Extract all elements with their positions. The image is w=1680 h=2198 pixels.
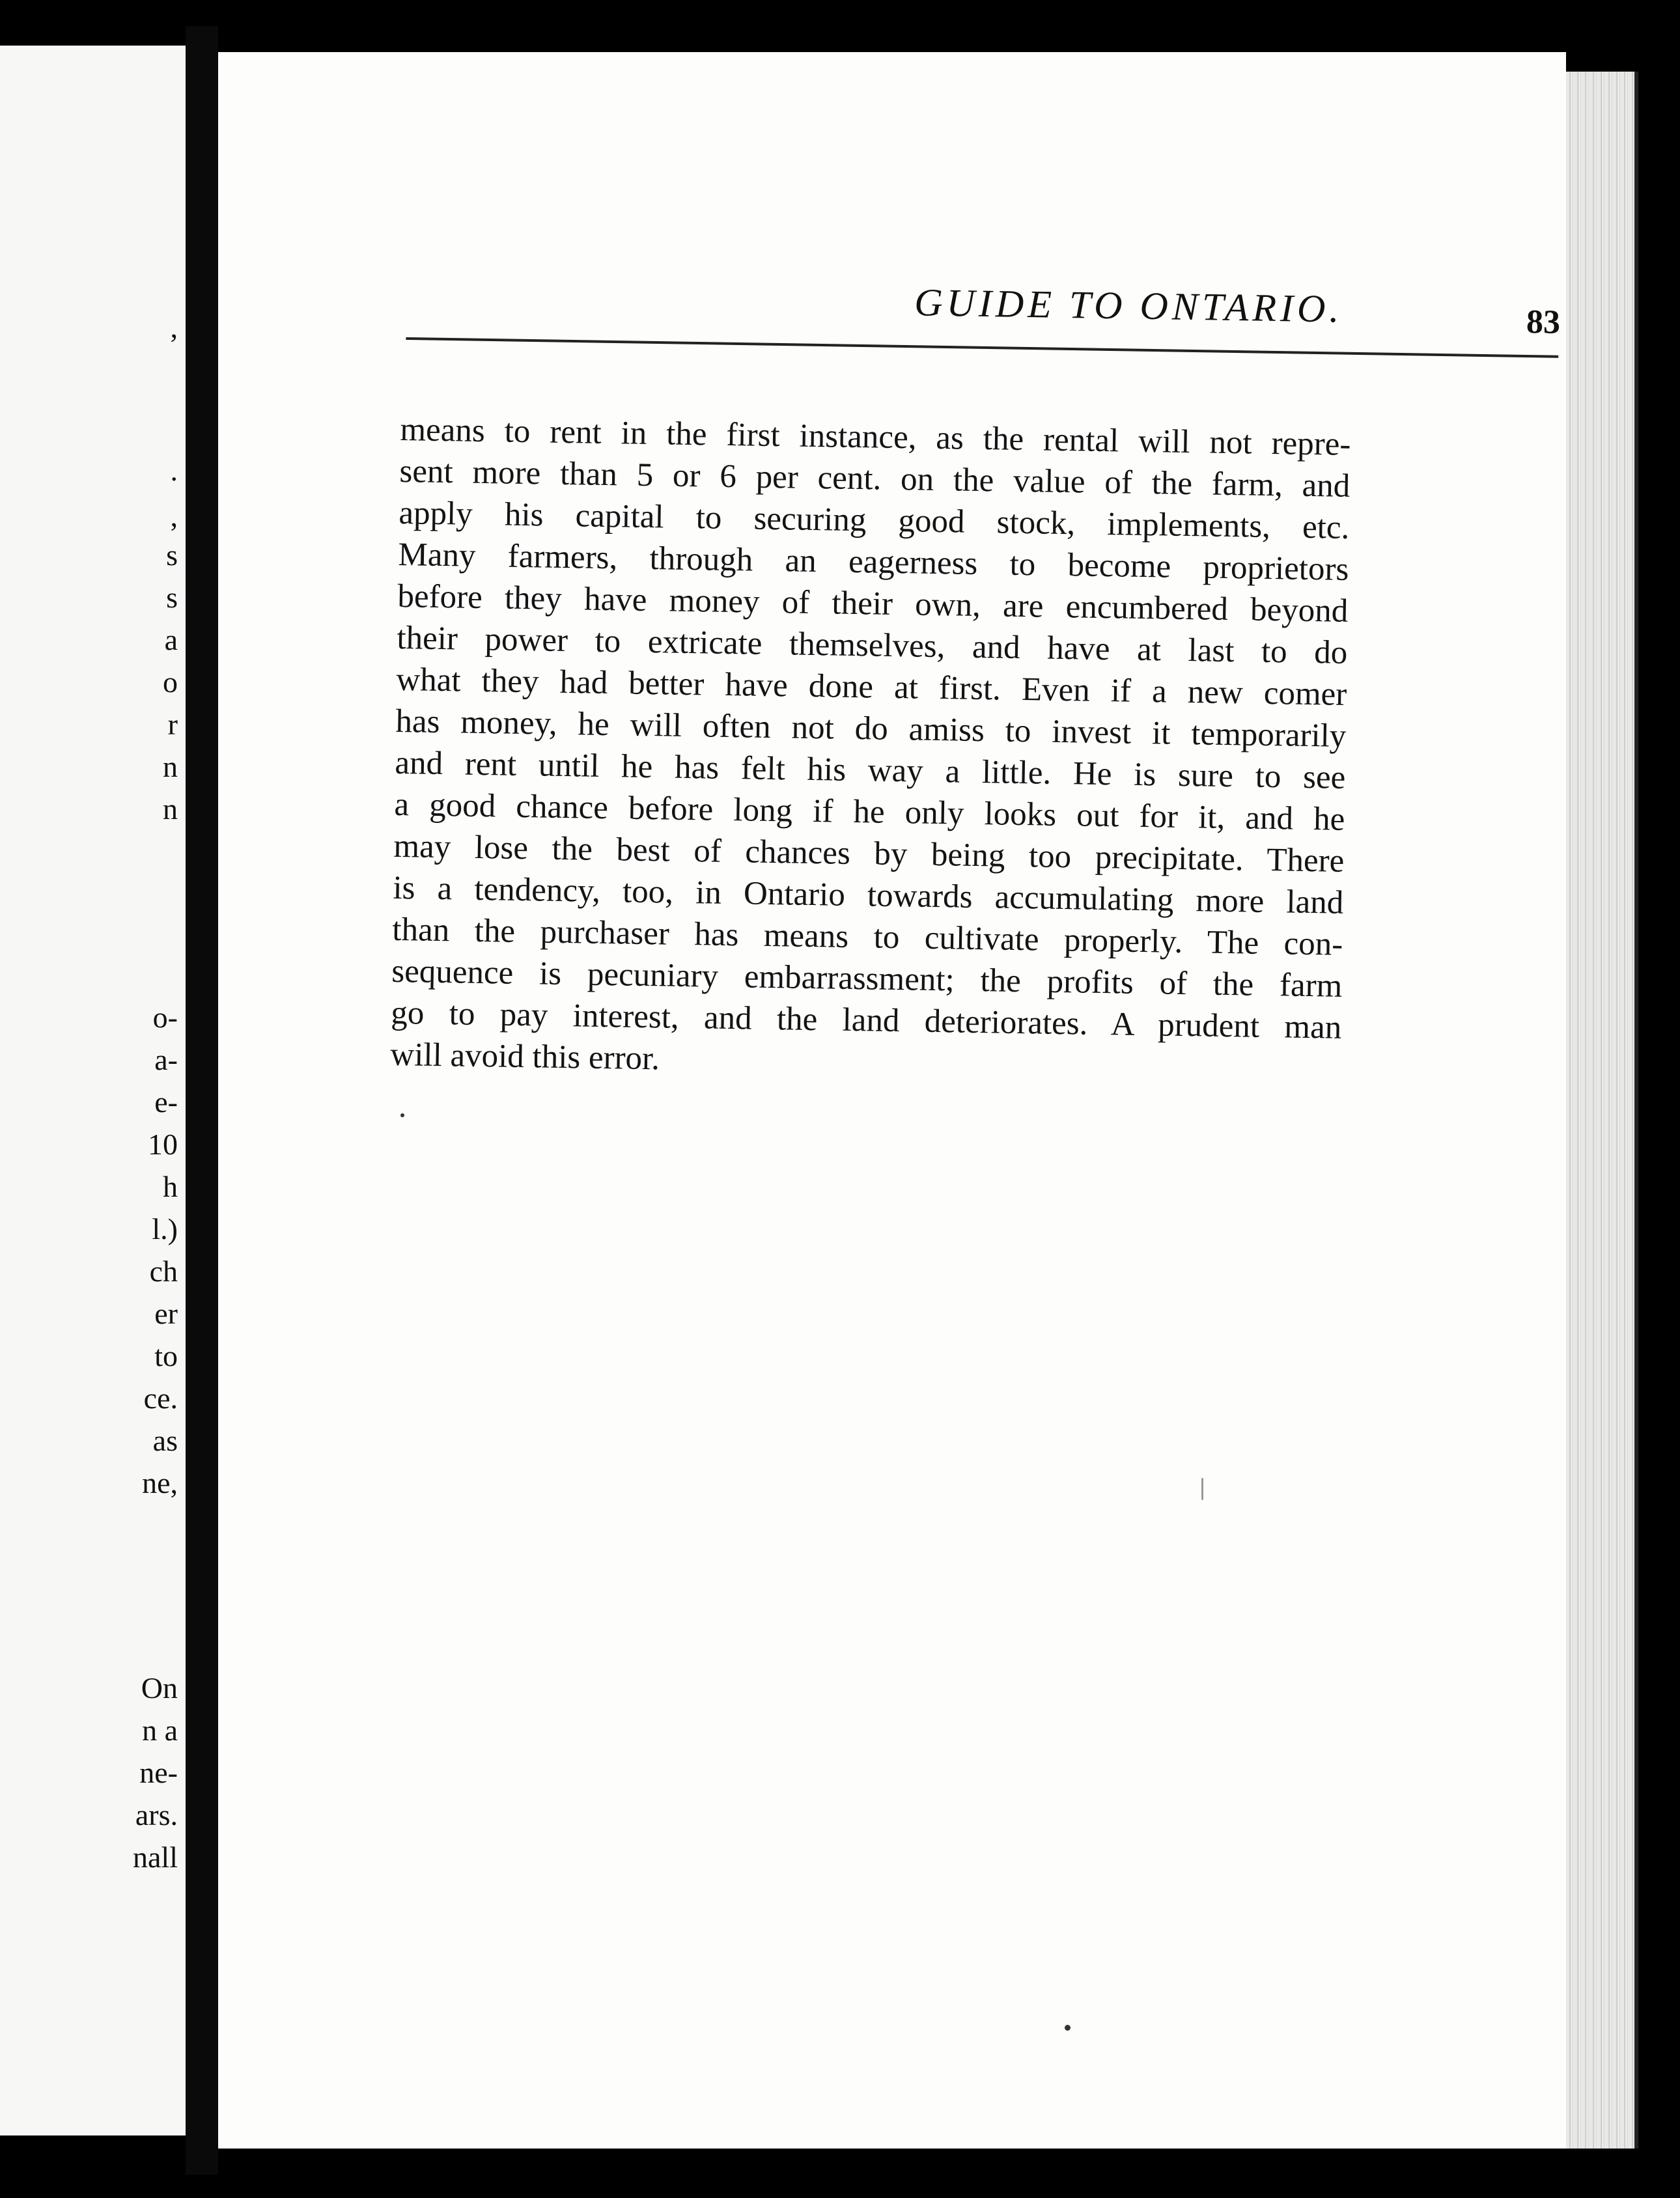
previous-page-text-fragments	[48, 46, 178, 2135]
fragment: ,	[170, 311, 178, 344]
text-line: sequence is pecuniary embarrassment; the profits of the farm	[391, 953, 1343, 1005]
book-page	[218, 52, 1566, 2149]
fragment: n	[163, 750, 178, 783]
text-line: has money, he will often not do amiss to invest it temporarily	[395, 703, 1347, 755]
fragment: ne-	[139, 1756, 178, 1789]
paper-speck	[1201, 1478, 1203, 1500]
text-line: may lose the best of chances by being too precipitate. There	[393, 828, 1345, 880]
fragment: r	[167, 708, 178, 741]
text-line: a good chance before long if he only looks out for it, and he	[394, 786, 1345, 838]
text-line: than the purchaser has means to cultivate properly. The con-	[391, 911, 1343, 963]
text-line: sent more than 5 or 6 per cent. on the value of the farm, and	[399, 452, 1351, 505]
fragment: to	[154, 1339, 178, 1372]
fragment: ars.	[135, 1798, 178, 1831]
text-line: go to pay interest, and the land deteriorates. A prudent man	[390, 994, 1342, 1046]
text-line: will avoid this error.	[389, 1036, 660, 1078]
text-line: apply his capital to securing good stock, implements, etc.	[399, 494, 1350, 546]
text-line: what they had better have done at first. Even if a new comer	[396, 661, 1347, 713]
fragment: o	[163, 665, 178, 699]
header-rule	[406, 337, 1558, 358]
text-line: before they have money of their own, are encumbered beyond	[397, 577, 1349, 630]
fragment: s	[166, 581, 178, 614]
text-line: their power to extricate themselves, and have at last to do	[397, 619, 1348, 671]
fragment: er	[154, 1297, 178, 1330]
fragment: ,	[170, 499, 178, 533]
fragment: ch	[149, 1255, 178, 1288]
text-line: Many farmers, through an eagerness to become proprietors	[398, 536, 1349, 588]
fragment: as	[152, 1424, 178, 1457]
text-line: means to rent in the first instance, as the rental will not repre-	[400, 411, 1351, 463]
paper-speck	[400, 1113, 404, 1117]
running-head-title: GUIDE TO ONTARIO.	[914, 281, 1343, 331]
paper-speck	[1065, 2025, 1071, 2031]
fragment: e-	[154, 1085, 178, 1119]
page-number: 83	[1526, 303, 1561, 341]
fragment: h	[163, 1170, 178, 1203]
book-gutter	[186, 26, 218, 2175]
fragment: 10	[148, 1128, 178, 1161]
fragment: ne,	[142, 1466, 178, 1499]
fragment: n a	[142, 1714, 178, 1747]
fragment: On	[141, 1671, 178, 1704]
fragment: s	[166, 538, 178, 572]
previous-page-strip	[0, 46, 186, 2135]
fragment: o-	[152, 1001, 178, 1034]
fragment: nall	[133, 1841, 178, 1874]
fragment: a	[164, 623, 178, 656]
fragment: a-	[154, 1043, 178, 1076]
fragment: .	[170, 454, 178, 487]
fragment: ce.	[143, 1382, 178, 1415]
running-head	[407, 272, 1566, 341]
text-line: and rent until he has felt his way a little. He is sure to see	[395, 744, 1346, 796]
body-paragraph	[390, 409, 1351, 1091]
fragment: n	[163, 792, 178, 826]
fragment: l.)	[152, 1212, 178, 1245]
text-line: is a tendency, too, in Ontario towards accumulating more land	[392, 869, 1344, 921]
